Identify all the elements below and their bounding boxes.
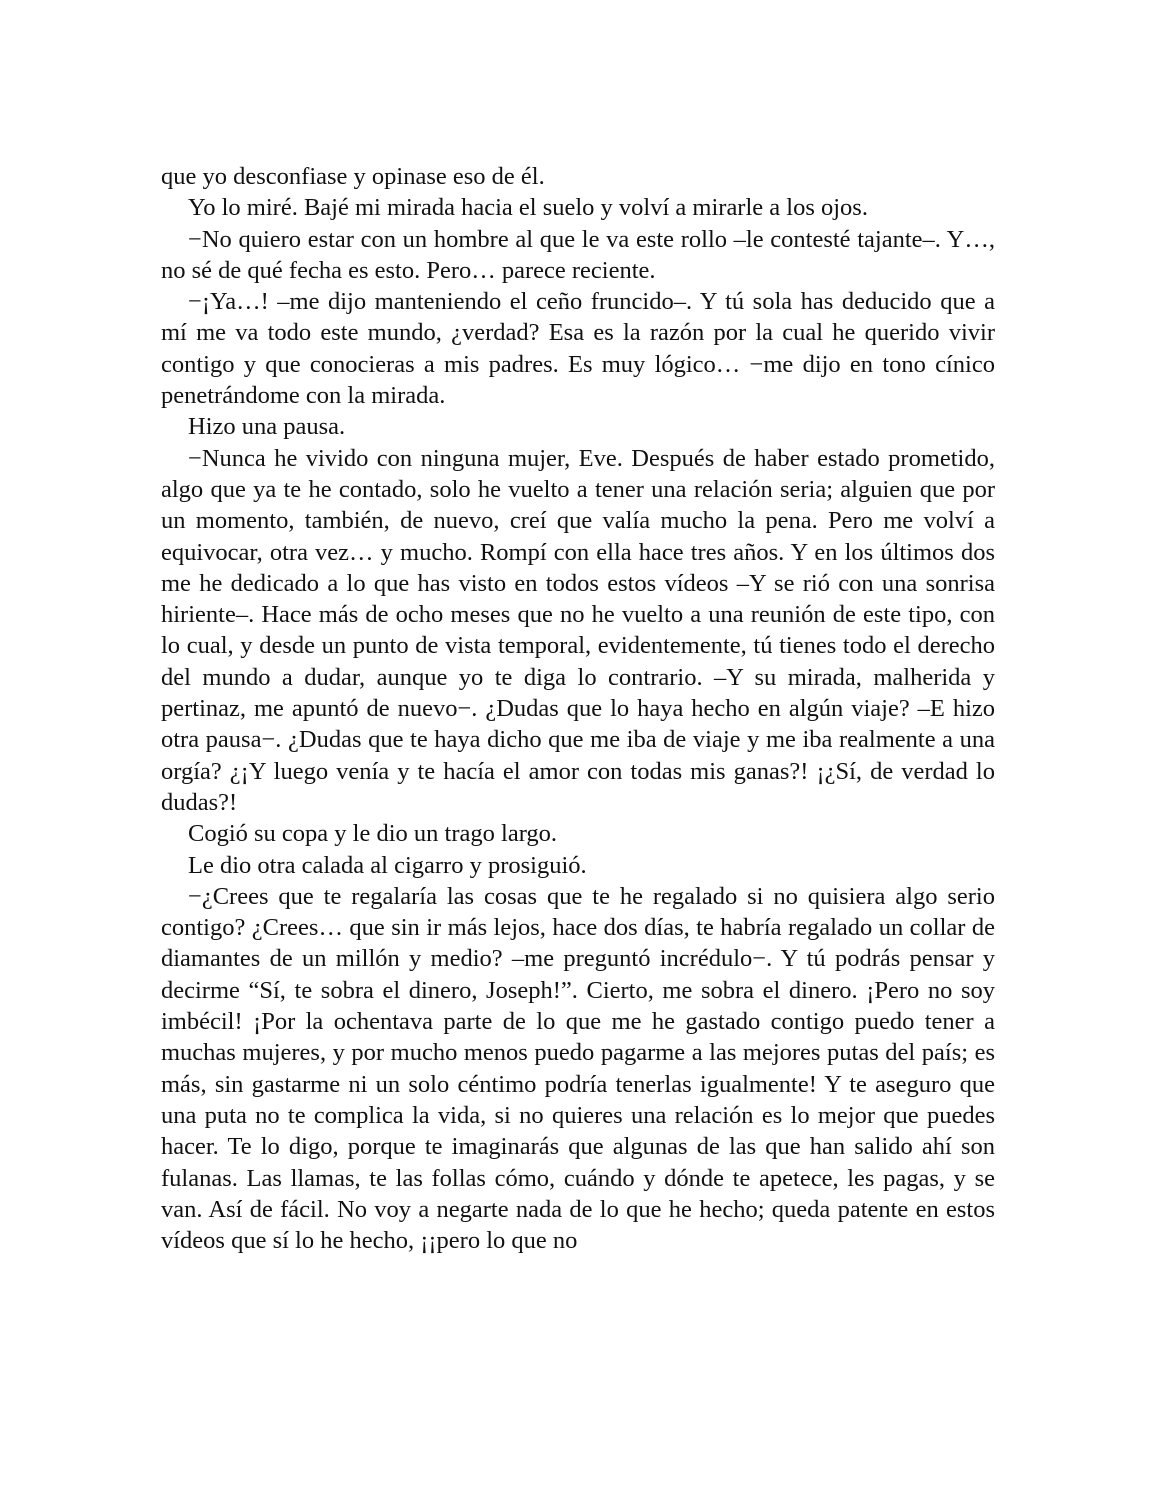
paragraph-7: Le dio otra calada al cigarro y prosiguió. xyxy=(188,851,587,879)
paragraph-8: −¿Crees que te regalaría las cosas que te he regalado si no quisiera algo serio contigo? ¿Crees… que sin ir más lejos, hace dos días, te habría regalado un collar de diamantes de un millón y medio? –me preguntó incrédulo−. Y tú podrás pensar y decirme “Sí, te sobra el dinero, Joseph!”. Cierto, me sobra el dinero. ¡Pero no soy imbécil! ¡Por la ochentava parte de lo que me he gastado contigo puedo tener a muchas mujeres, y por mucho menos puedo pagarme a las mejores putas del país; es más, sin gastarme ni un solo céntimo podría tenerlas igualmente! Y te aseguro que una puta no te complica la vida, si no quieres una relación es lo mejor que puedes hacer. Te lo digo, porque te imaginarás que algunas de las que han salido ahí son fulanas. Las llamas, te las follas cómo, cuándo y dónde te apetece, les pagas, y se van. Así de fácil. No voy a negarte nada de lo que he hecho; queda patente en estos vídeos que sí lo he hecho, ¡¡pero lo que no xyxy=(161,882,995,1255)
paragraph-6: Cogió su copa y le dio un trago largo. xyxy=(188,820,558,848)
paragraph-0: que yo desconfiase y opinase eso de él. xyxy=(161,163,545,190)
paragraph-1: Yo lo miré. Bajé mi mirada hacia el suelo y volví a mirarle a los ojos. xyxy=(188,194,868,222)
body-text xyxy=(161,161,995,1256)
paragraph-3: −¡Ya…! –me dijo manteniendo el ceño fruncido–. Y tú sola has deducido que a mí me va todo este mundo, ¿verdad? Esa es la razón por la cual he querido vivir contigo y que conocieras a mis padres. Es muy lógico… −me dijo en tono cínico penetrándome con la mirada. xyxy=(161,288,995,410)
paragraph-5: −Nunca he vivido con ninguna mujer, Eve. Después de haber estado prometido, algo que ya te he contado, solo he vuelto a tener una relación seria; alguien que por un momento, también, de nuevo, creí que valía mucho la pena. Pero me volví a equivocar, otra vez… y mucho. Rompí con ella hace tres años. Y en los últimos dos me he dedicado a lo que has visto en todos estos vídeos –Y se rió con una sonrisa hiriente–. Hace más de ocho meses que no he vuelto a una reunión de este tipo, con lo cual, y desde un punto de vista temporal, evidentemente, tú tienes todo el derecho del mundo a dudar, aunque yo te diga lo contrario. –Y su mirada, malherida y pertinaz, me apuntó de nuevo−. ¿Dudas que lo haya hecho en algún viaje? –E hizo otra pausa−. ¿Dudas que te haya dicho que me iba de viaje y me iba realmente a una orgía? ¿¡Y luego venía y te hacía el amor con todas mis ganas?! ¡¿Sí, de verdad lo dudas?! xyxy=(161,444,995,816)
paragraph-2: −No quiero estar con un hombre al que le va este rollo –le contesté tajante–. Y…, no sé de qué fecha es esto. Pero… parece reciente. xyxy=(161,225,995,284)
paragraph-4: Hizo una pausa. xyxy=(188,413,346,441)
